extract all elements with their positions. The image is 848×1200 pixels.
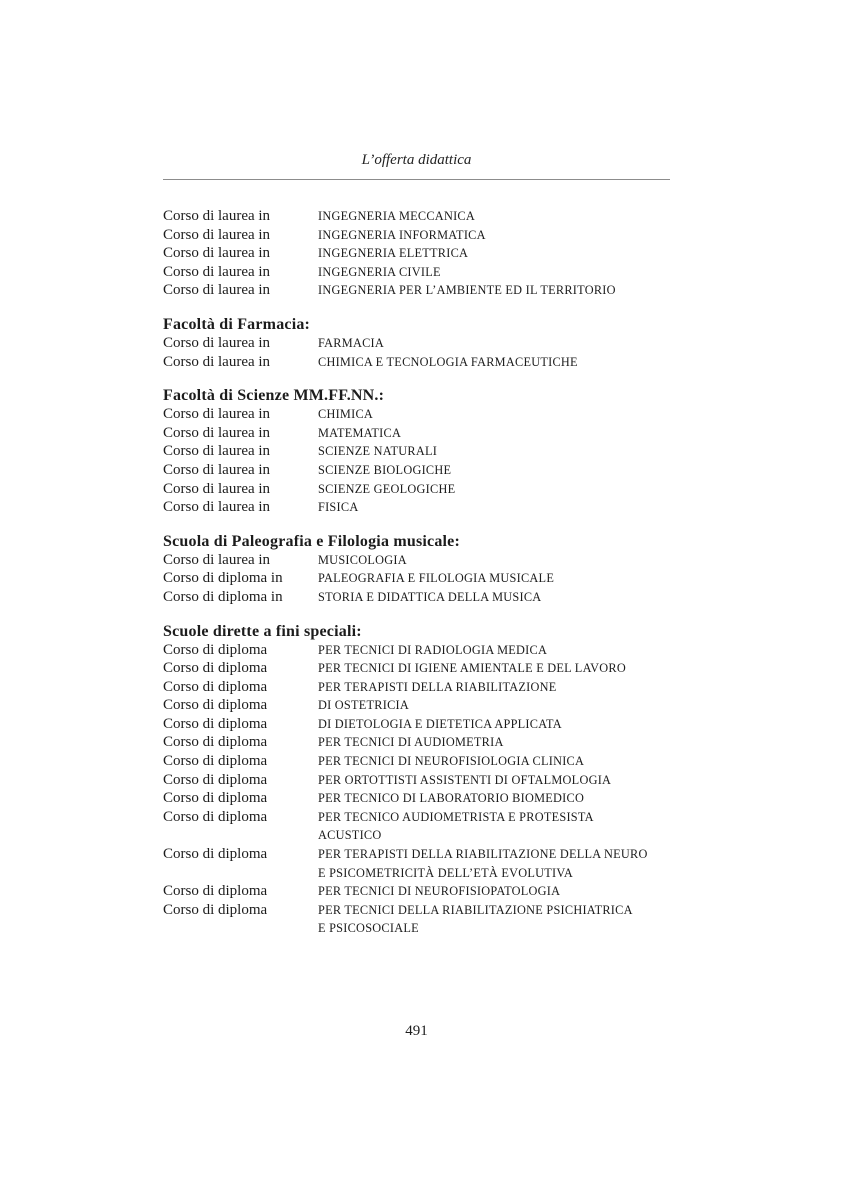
course-row: [163, 498, 670, 517]
course-name-line: PER TERAPISTI DELLA RIABILITAZIONE: [318, 679, 557, 694]
course-name-line: FISICA: [318, 500, 359, 515]
course-listing: [163, 207, 670, 938]
course-name-line: PER TECNICI DELLA RIABILITAZIONE PSICHIATRICA: [318, 902, 633, 917]
course-name: [318, 641, 670, 660]
section-entries: [163, 334, 670, 371]
course-type-label: Corso di laurea in: [163, 424, 271, 441]
course-name-line: PER TECNICI DI RADIOLOGIA MEDICA: [318, 642, 548, 657]
course-type-label: Corso di laurea in: [163, 551, 271, 568]
course-name-line: PER TECNICI DI AUDIOMETRIA: [318, 735, 504, 750]
course-name-line: INGEGNERIA INFORMATICA: [318, 227, 486, 242]
course-row: [163, 263, 670, 282]
course-row: [163, 659, 670, 678]
course-row: [163, 353, 670, 372]
course-name: [318, 733, 670, 752]
course-name-line: PER TECNICO AUDIOMETRISTA E PROTESISTA: [318, 809, 594, 824]
course-name-line: SCIENZE NATURALI: [318, 444, 438, 459]
section-title: Facoltà di Scienze MM.FF.NN.:: [163, 387, 385, 405]
course-name-line: PALEOGRAFIA E FILOLOGIA MUSICALE: [318, 571, 555, 586]
running-header-title: L’offerta didattica: [361, 152, 472, 168]
course-name: [318, 808, 670, 845]
course-name: [318, 281, 670, 300]
course-type-label: Corso di laurea in: [163, 263, 271, 280]
course-row: [163, 696, 670, 715]
course-name: [318, 901, 670, 938]
course-type-label: Corso di diploma: [163, 697, 268, 714]
course-type-label: Corso di laurea in: [163, 406, 271, 423]
section-entries: [163, 207, 670, 300]
course-type-label: Corso di diploma: [163, 660, 268, 677]
course-name-line: E PSICOMETRICITÀ DELL’ETÀ EVOLUTIVA: [318, 865, 574, 880]
course-name: [318, 771, 670, 790]
course-row: [163, 461, 670, 480]
course-name: [318, 551, 670, 570]
course-name-line: CHIMICA: [318, 407, 374, 422]
course-name: [318, 659, 670, 678]
faculty-section: [163, 532, 670, 607]
course-type-label: Corso di diploma: [163, 901, 268, 918]
course-row: [163, 715, 670, 734]
course-type-label: Corso di laurea in: [163, 282, 271, 299]
course-name-line: MUSICOLOGIA: [318, 552, 407, 567]
course-name: [318, 498, 670, 517]
course-row: [163, 551, 670, 570]
course-row: [163, 588, 670, 607]
course-type-label: Corso di laurea in: [163, 461, 271, 478]
course-name: [318, 569, 670, 588]
course-name-line: PER ORTOTTISTI ASSISTENTI DI OFTALMOLOGIA: [318, 772, 612, 787]
course-name-line: FARMACIA: [318, 335, 384, 350]
course-name-line: ACUSTICO: [318, 828, 382, 843]
course-name: [318, 442, 670, 461]
course-type-label: Corso di laurea in: [163, 245, 271, 262]
course-row: [163, 678, 670, 697]
course-row: [163, 733, 670, 752]
course-type-label: Corso di diploma: [163, 883, 268, 900]
course-name-line: INGEGNERIA CIVILE: [318, 264, 441, 279]
course-name: [318, 263, 670, 282]
course-name: [318, 244, 670, 263]
course-name: [318, 334, 670, 353]
course-name: [318, 405, 670, 424]
course-type-label: Corso di diploma: [163, 734, 268, 751]
course-row: [163, 424, 670, 443]
section-title: Scuole dirette a fini speciali:: [163, 622, 362, 640]
course-type-label: Corso di diploma: [163, 715, 268, 732]
faculty-section: [163, 622, 670, 939]
section-title: Facoltà di Farmacia:: [163, 315, 311, 333]
course-row: [163, 281, 670, 300]
course-row: [163, 226, 670, 245]
course-name-line: PER TECNICI DI IGIENE AMIENTALE E DEL LAVORO: [318, 661, 626, 676]
section-title: Scuola di Paleografia e Filologia musicale:: [163, 532, 461, 550]
course-name: [318, 480, 670, 499]
course-name-line: DI OSTETRICIA: [318, 698, 410, 713]
course-name: [318, 678, 670, 697]
faculty-section: [163, 315, 670, 371]
course-name-line: CHIMICA E TECNOLOGIA FARMACEUTICHE: [318, 354, 578, 369]
course-type-label: Corso di laurea in: [163, 208, 271, 224]
course-row: [163, 901, 670, 938]
course-type-label: Corso di diploma in: [163, 570, 283, 587]
course-row: [163, 882, 670, 901]
course-type-label: Corso di diploma: [163, 753, 268, 770]
page-content: [163, 150, 670, 938]
course-row: [163, 405, 670, 424]
course-name-line: INGEGNERIA ELETTRICA: [318, 246, 469, 261]
course-name-line: MATEMATICA: [318, 425, 402, 440]
course-name: [318, 696, 670, 715]
course-name-line: E PSICOSOCIALE: [318, 921, 419, 936]
course-row: [163, 789, 670, 808]
course-name: [318, 226, 670, 245]
course-type-label: Corso di diploma: [163, 641, 268, 658]
course-row: [163, 480, 670, 499]
course-type-label: Corso di laurea in: [163, 334, 271, 351]
course-name: [318, 715, 670, 734]
course-name-line: PER TECNICI DI NEUROFISIOLOGIA CLINICA: [318, 754, 585, 769]
course-type-label: Corso di diploma: [163, 771, 268, 788]
section-entries: [163, 405, 670, 517]
faculty-section: [163, 207, 670, 300]
faculty-section: [163, 386, 670, 517]
course-name: [318, 882, 670, 901]
course-name-line: INGEGNERIA PER L’AMBIENTE ED IL TERRITORIO: [318, 283, 616, 298]
course-name-line: SCIENZE GEOLOGICHE: [318, 481, 456, 496]
course-type-label: Corso di diploma: [163, 846, 268, 863]
course-type-label: Corso di laurea in: [163, 480, 271, 497]
course-type-label: Corso di diploma in: [163, 588, 283, 605]
header-rule: [163, 179, 670, 180]
course-row: [163, 752, 670, 771]
course-row: [163, 207, 670, 226]
course-name-line: PER TECNICI DI NEUROFISIOPATOLOGIA: [318, 884, 561, 899]
course-row: [163, 334, 670, 353]
section-entries: [163, 641, 670, 939]
course-name-line: SCIENZE BIOLOGICHE: [318, 462, 452, 477]
course-name: [318, 207, 670, 226]
course-row: [163, 442, 670, 461]
course-row: [163, 808, 670, 845]
course-row: [163, 845, 670, 882]
course-type-label: Corso di diploma: [163, 808, 268, 825]
course-type-label: Corso di laurea in: [163, 443, 271, 460]
course-type-label: Corso di diploma: [163, 790, 268, 807]
course-row: [163, 771, 670, 790]
course-type-label: Corso di laurea in: [163, 499, 271, 516]
course-name-line: DI DIETOLOGIA E DIETETICA APPLICATA: [318, 716, 562, 731]
course-name: [318, 588, 670, 607]
course-name-line: STORIA E DIDATTICA DELLA MUSICA: [318, 589, 542, 604]
course-name: [318, 424, 670, 443]
course-name-line: PER TECNICO DI LABORATORIO BIOMEDICO: [318, 791, 585, 806]
course-name: [318, 752, 670, 771]
page-header: [163, 150, 670, 180]
course-type-label: Corso di diploma: [163, 678, 268, 695]
course-name-line: INGEGNERIA MECCANICA: [318, 209, 475, 223]
section-entries: [163, 551, 670, 607]
course-name: [318, 461, 670, 480]
course-name: [318, 353, 670, 372]
course-type-label: Corso di laurea in: [163, 353, 271, 370]
course-name: [318, 789, 670, 808]
course-type-label: Corso di laurea in: [163, 226, 271, 243]
course-row: [163, 641, 670, 660]
page-number: 491: [405, 1023, 428, 1039]
course-row: [163, 244, 670, 263]
course-row: [163, 569, 670, 588]
course-name-line: PER TERAPISTI DELLA RIABILITAZIONE DELLA NEURO: [318, 847, 648, 862]
course-name: [318, 845, 670, 882]
